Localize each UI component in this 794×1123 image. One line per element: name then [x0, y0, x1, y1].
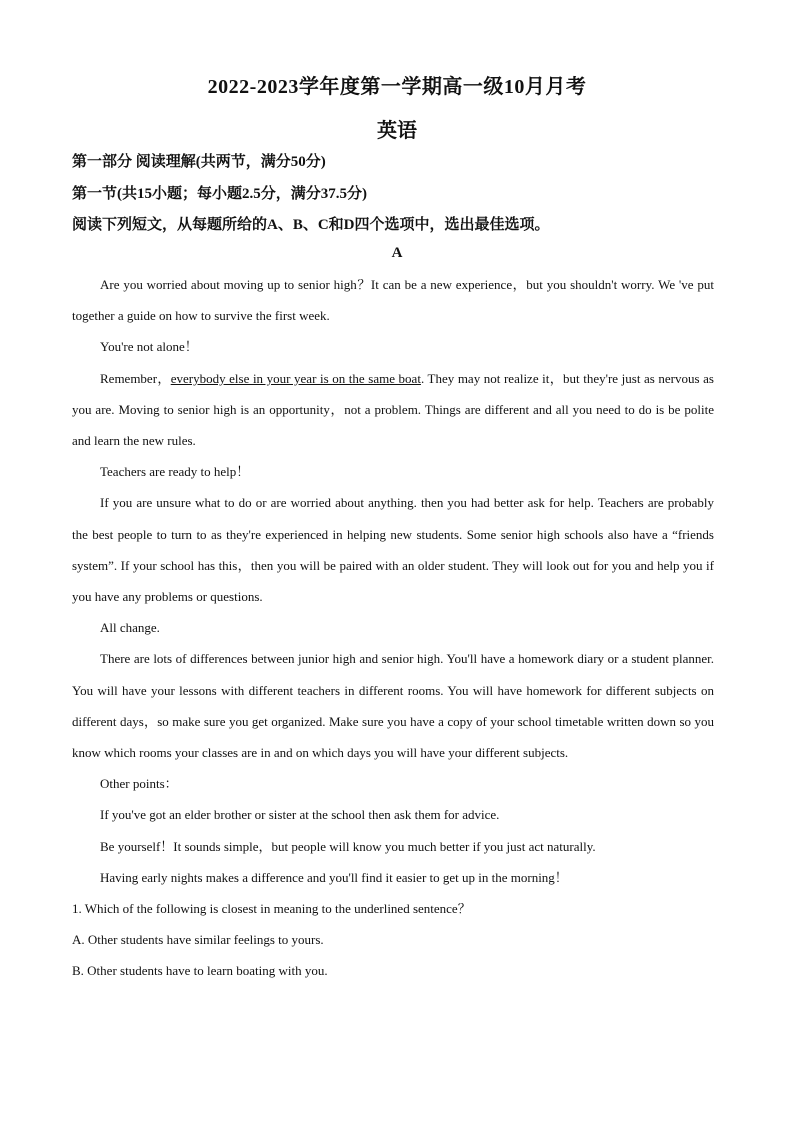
- passage-paragraph: Be yourself！It sounds simple，but people will know you much better if you just act naturally.: [100, 838, 596, 854]
- passage-paragraph: If you are unsure what to do or are worried about anything. then you had better ask for help. Teachers are probably the best people to turn to as they're experienced in helping new students. Some senior high schools also have a “friends system”. If your school has this，then you will be paired with an older student. They will look out for you and help you if you have any problems or questions.: [72, 495, 714, 605]
- passage-paragraph: [72, 363, 714, 457]
- passage-paragraph: There are lots of differences between junior high and senior high. You'll have a homework diary or a student planner. You will have your lessons with different teachers in different rooms. You will have homework for different subjects on different days，so make sure you get organized. Make sure you have a copy of your school timetable written down so you know which rooms your classes are in and on which days you will have your different subjects.: [72, 651, 714, 761]
- subject-title: 英语: [377, 120, 417, 142]
- option-a: A. Other students have similar feelings to yours.: [72, 932, 324, 948]
- passage-paragraph: If you've got an elder brother or sister at the school then ask them for advice.: [100, 807, 500, 823]
- passage-subheading: Teachers are ready to help！: [100, 464, 250, 480]
- passage-label: A: [391, 245, 403, 261]
- part-heading: 第一部分 阅读理解(共两节，满分50分): [72, 154, 326, 170]
- paragraph-text: Remember，: [100, 370, 171, 386]
- option-b: B. Other students have to learn boating with you.: [72, 963, 328, 979]
- instruction-text: 阅读下列短文，从每题所给的A、B、C和D四个选项中，选出最佳选项。: [72, 217, 550, 233]
- passage-paragraph: Are you worried about moving up to senior high？It can be a new experience，but you shouldn't worry. We 've put together a guide on how to survive the first week.: [72, 277, 714, 324]
- section-heading: 第一节(共15小题；每小题2.5分，满分37.5分): [72, 186, 367, 202]
- passage-subheading: All change.: [100, 620, 160, 636]
- paragraph-text: . They may not realize it，but they're just as nervous as you are. Moving to senior high is an opportunity，not a problem. Things are different and all you need to do is be polite and learn the new rules.: [72, 370, 714, 449]
- question-stem: 1. Which of the following is closest in meaning to the underlined sentence？: [72, 901, 471, 917]
- passage-subheading: You're not alone！: [100, 339, 198, 355]
- passage-body: [72, 269, 714, 987]
- exam-title: 2022-2023学年度第一学期高一级10月月考: [207, 76, 587, 98]
- passage-subheading: Other points：: [100, 776, 178, 792]
- passage-paragraph: Having early nights makes a difference and you'll find it easier to get up in the morning！: [100, 869, 568, 885]
- underlined-sentence: everybody else in your year is on the same boat: [170, 370, 421, 386]
